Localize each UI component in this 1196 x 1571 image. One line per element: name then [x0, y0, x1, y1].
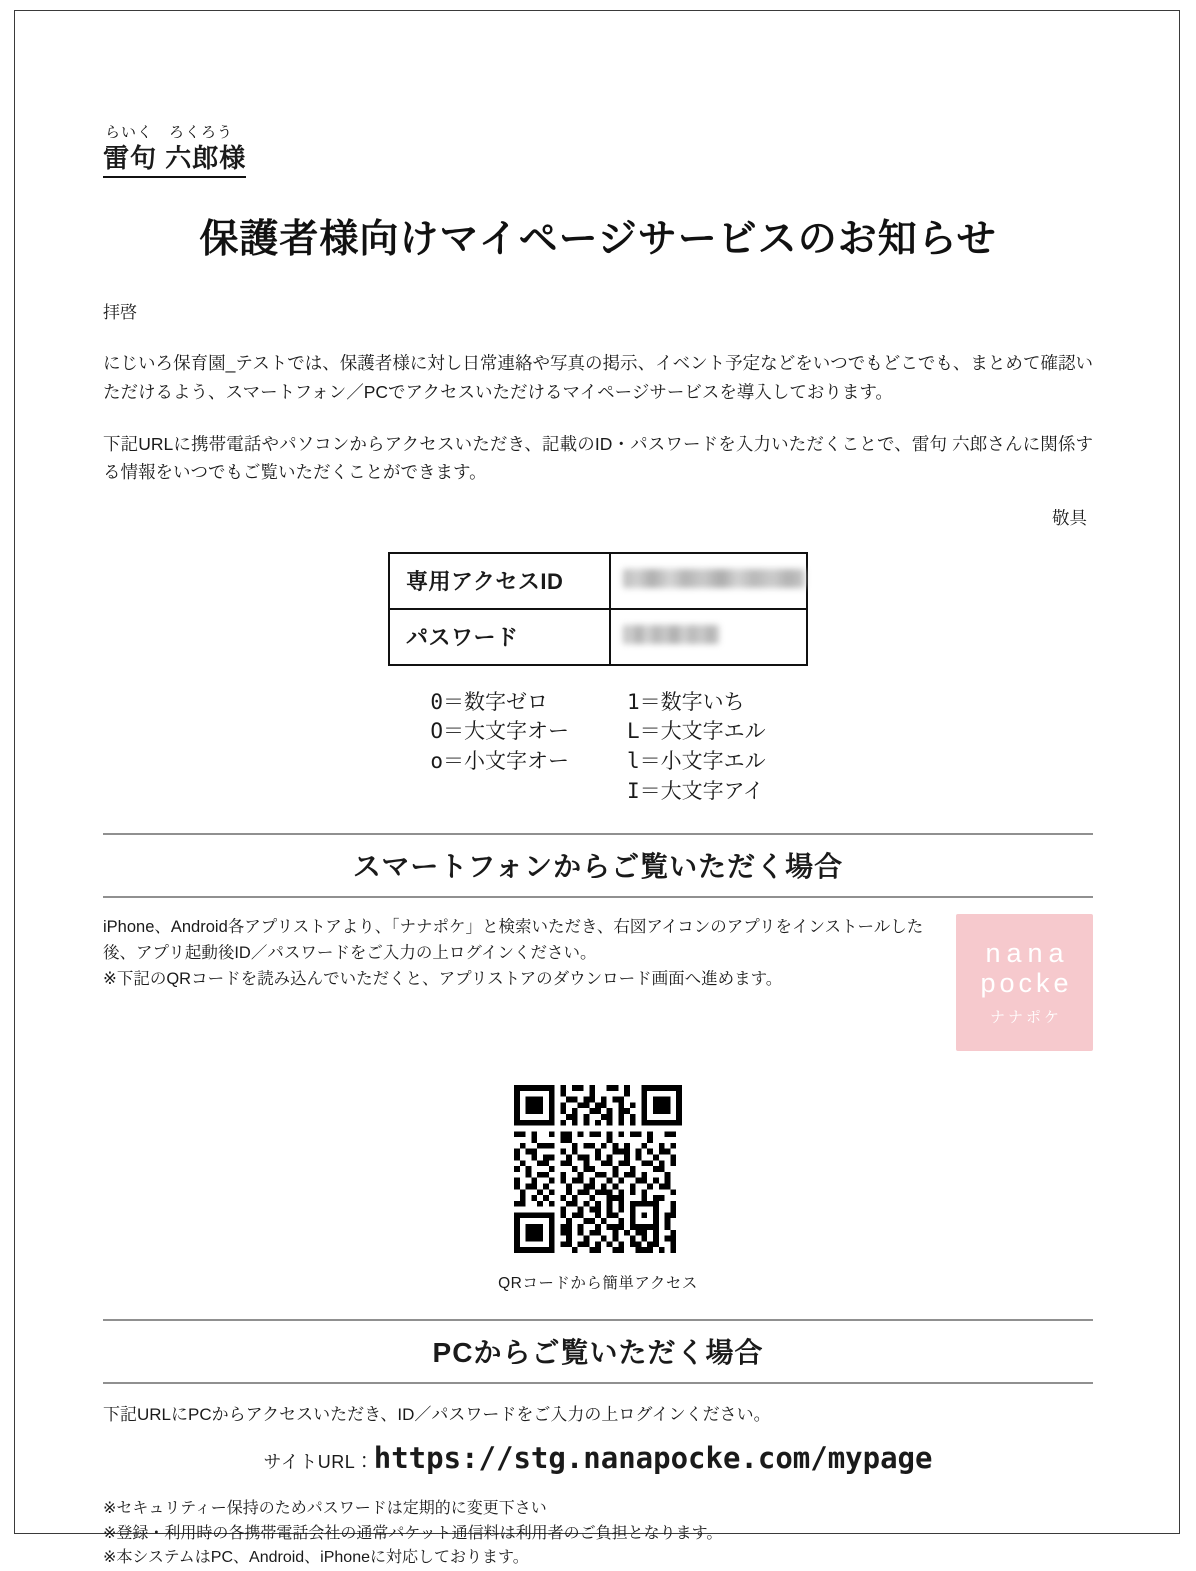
- footnotes: [103, 1497, 1093, 1571]
- page-title: 保護者様向けマイページサービスのお知らせ: [199, 218, 997, 262]
- qr-caption: QRコードから簡単アクセス: [498, 1274, 698, 1292]
- app-icon-line-1: nana: [985, 938, 1070, 969]
- legend-item: L＝大文字エル: [627, 719, 766, 744]
- footnote-1: ※セキュリティー保持のためパスワードは定期的に変更下さい: [103, 1499, 547, 1517]
- access-id-label: 専用アクセスID: [389, 553, 610, 609]
- site-url-line: [103, 1441, 1093, 1475]
- legend-column-right: [627, 688, 766, 807]
- smartphone-section: [103, 833, 1093, 1293]
- smartphone-instructions: [103, 914, 1093, 1051]
- closing-word: 敬具: [1052, 507, 1087, 528]
- access-id-value: [610, 553, 807, 609]
- section-divider-bottom: [103, 896, 1093, 898]
- qr-area: [103, 1085, 1093, 1293]
- pc-section-divider-bottom: [103, 1382, 1093, 1384]
- redacted-password: [623, 625, 719, 644]
- document-content: [103, 121, 1093, 1571]
- footnote-3: ※本システムはPC、Android、iPhoneに対応しております。: [103, 1549, 529, 1567]
- legend-item: l＝小文字エル: [627, 749, 766, 774]
- legend-item: O＝大文字オー: [430, 719, 569, 744]
- table-row: [389, 553, 807, 609]
- pc-section-heading: PCからご覧いただく場合: [432, 1336, 764, 1368]
- site-url-value[interactable]: https://stg.nanapocke.com/mypage: [373, 1440, 933, 1475]
- app-icon-line-3: ナナポケ: [989, 1008, 1062, 1026]
- document-page: [14, 10, 1180, 1567]
- legend-item: 1＝数字いち: [627, 689, 745, 714]
- legend-item: 0＝数字ゼロ: [430, 689, 548, 714]
- password-label: パスワード: [389, 609, 610, 665]
- recipient-furigana: らいく ろくろう: [105, 124, 234, 141]
- recipient-name: 雷句 六郎様: [103, 143, 246, 178]
- password-value: [610, 609, 807, 665]
- credentials-block: [103, 552, 1093, 666]
- smartphone-instruction-line-1: iPhone、Android各アプリストアより、「ナナポケ」と検索いただき、右図アイコンのアプリをインストールした後、アプリ起動後ID／パスワードをご入力の上ログインください。: [103, 917, 924, 962]
- smartphone-instruction-line-2: ※下記のQRコードを読み込んでいただくと、アプリストアのダウンロード画面へ進めます。: [103, 969, 783, 988]
- legend-item: o＝小文字オー: [430, 749, 569, 774]
- footnote-2: ※登録・利用時の各携帯電話会社の通常パケット通信料は利用者のご負担となります。: [103, 1524, 723, 1542]
- legend-column-left: [430, 688, 569, 807]
- legend-item: I＝大文字アイ: [627, 779, 764, 803]
- body-paragraph-2: 下記URLに携帯電話やパソコンからアクセスいただき、記載のID・パスワードを入力いただくことで、雷句 六郎さんに関係する情報をいつでもご覧いただくことができます。: [103, 433, 1093, 483]
- character-legend: [103, 688, 1093, 807]
- body-paragraph-1: にじいろ保育園_テストでは、保護者様に対し日常連絡や写真の掲示、イベント予定などをいつでもどこでも、まとめて確認いただけるよう、スマートフォン／PCでアクセスいただけるマイページサービスを導入しております。: [103, 353, 1093, 402]
- qr-code-icon: [514, 1085, 682, 1253]
- salutation: 拝啓: [103, 303, 137, 323]
- app-icon-line-2: pocke: [980, 968, 1073, 999]
- pc-instruction: 下記URLにPCからアクセスいただき、ID／パスワードをご入力の上ログインください。: [103, 1404, 771, 1424]
- site-url-label: サイトURL：: [263, 1451, 374, 1472]
- smartphone-section-heading: スマートフォンからご覧いただく場合: [352, 850, 844, 882]
- table-row: [389, 609, 807, 665]
- redacted-access-id: [623, 569, 805, 588]
- credentials-table: [388, 552, 808, 666]
- pc-section: [103, 1319, 1093, 1571]
- nanapocke-app-icon: [956, 914, 1093, 1051]
- recipient-block: [103, 121, 1093, 178]
